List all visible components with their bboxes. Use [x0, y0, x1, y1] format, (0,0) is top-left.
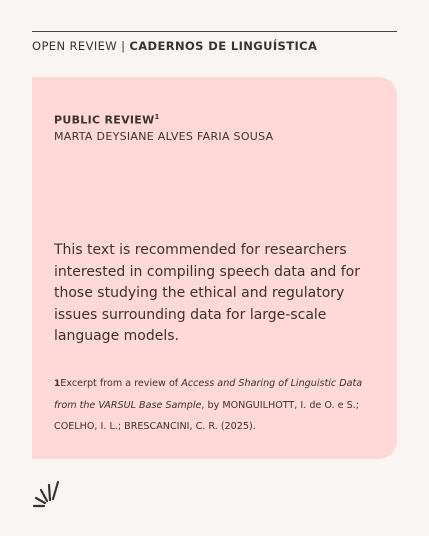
review-body: This text is recommended for researchers interested in compiling speech data and for those studying the ethical and regulatory issues surrounding data for large-scale language models.	[54, 242, 360, 344]
footnote-suffix: , by MONGUILHOTT, I. de O. e S.; COELHO, I. L.; BRESCANCINI, C. R. (2025).	[54, 400, 359, 432]
top-rule	[32, 31, 397, 32]
footnote	[54, 373, 374, 437]
footnote-marker: 1	[54, 379, 61, 389]
footnote-title: Access and Sharing of Linguistic Data from the VARSUL Base Sample	[54, 378, 363, 411]
section-label: OPEN REVIEW	[32, 39, 118, 53]
header	[32, 39, 317, 53]
journal-name: CADERNOS DE LINGUÍSTICA	[129, 39, 318, 53]
author-name: MARTA DEYSIANE ALVES FARIA SOUSA	[54, 130, 274, 143]
sunburst-icon	[32, 478, 64, 510]
header-separator: |	[121, 39, 126, 53]
review-card	[32, 77, 397, 459]
kicker-footnote-marker: 1	[154, 113, 160, 121]
review-kicker	[54, 113, 160, 127]
kicker-label: PUBLIC REVIEW	[54, 113, 155, 127]
footnote-prefix: Excerpt from a review of	[60, 378, 182, 389]
